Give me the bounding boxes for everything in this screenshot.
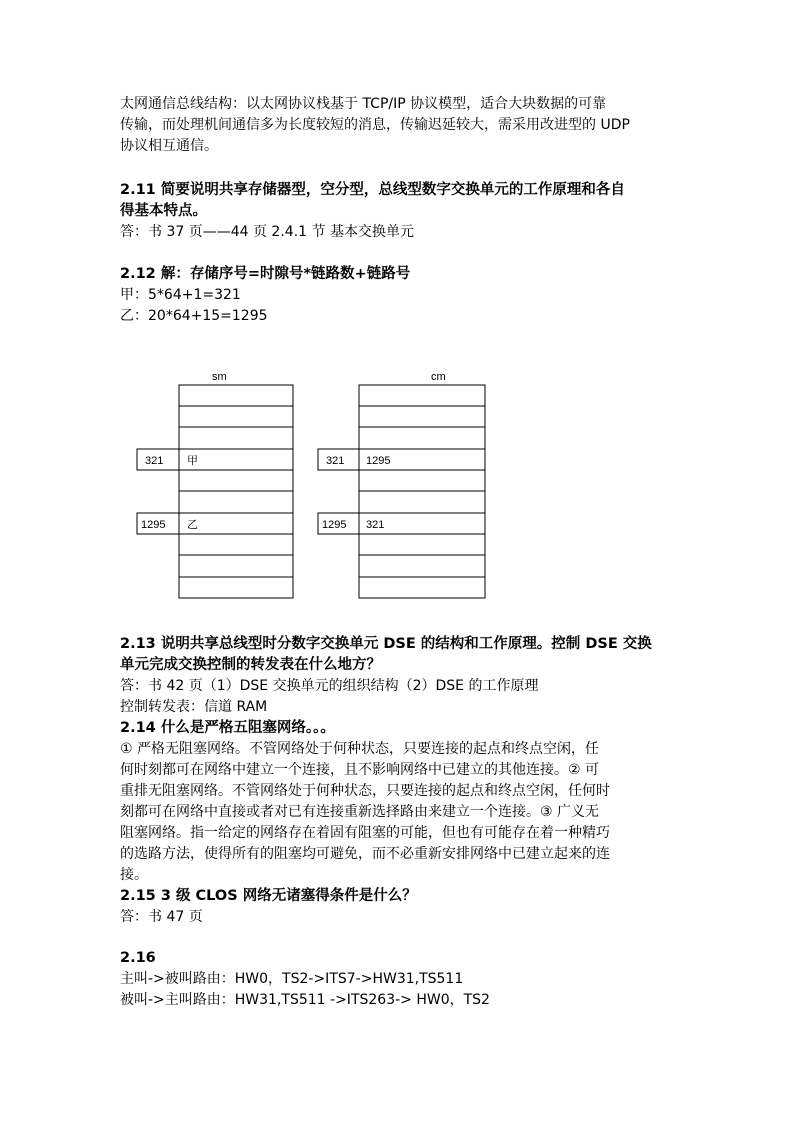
- answer-text: 答：书 42 页（1）DSE 交换单元的组织结构（2）DSE 的工作原理: [120, 678, 539, 694]
- intro-paragraph: [120, 94, 680, 157]
- question-title: 2.13 说明共享总线型时分数字交换单元 DSE 的结构和工作原理。控制 DSE 交换: [120, 636, 652, 652]
- question-title: 2.12 解：存储序号=时隙号*链路数+链路号: [120, 266, 411, 282]
- body-line: 接。: [120, 867, 148, 883]
- cm-index-1295: 1295: [322, 519, 347, 531]
- body-line: ① 严格无阻塞网络。不管网络处于何种状态，只要连接的起点和终点空闲，任: [120, 741, 599, 757]
- answer-text: 答：书 47 页: [120, 909, 203, 925]
- intro-line: 太网通信总线结构：以太网协议栈基于 TCP/IP 协议模型，适合大块数据的可靠: [120, 96, 607, 112]
- cm-cell-321: 321: [366, 519, 385, 531]
- calc-line: 甲：5*64+1=321: [120, 287, 241, 303]
- question-2-15: [120, 886, 680, 928]
- sm-memory-table: [179, 385, 293, 598]
- cm-label: cm: [431, 371, 446, 383]
- cm-memory-table: [359, 385, 485, 598]
- intro-line: 传输，而处理机间通信多为长度较短的消息，传输迟延较大，需采用改进型的 UDP: [120, 117, 630, 133]
- sm-label: sm: [212, 371, 227, 383]
- question-title: 2.16: [120, 950, 156, 966]
- sm-index-1295: 1295: [141, 519, 166, 531]
- body-line: 的选路方法，使得所有的阻塞均可避免，而不必重新安排网络中已建立起来的连: [120, 846, 610, 862]
- question-2-16: [120, 948, 680, 1011]
- question-title: 2.15 3 级 CLOS 网络无诸塞得条件是什么？: [120, 888, 417, 904]
- question-2-13: [120, 634, 680, 718]
- route-line: 被叫->主叫路由：HW31,TS511 ->ITS263-> HW0，TS2: [120, 992, 490, 1008]
- question-title: 得基本特点。: [120, 203, 207, 219]
- body-line: 重排无阻塞网络。不管网络处于何种状态，只要连接的起点和终点空闲，任何时: [120, 783, 610, 799]
- calc-line: 乙：20*64+15=1295: [120, 308, 268, 324]
- intro-line: 协议相互通信。: [120, 138, 218, 154]
- question-title: 2.14 什么是严格五阻塞网络。。。: [120, 720, 335, 736]
- question-2-12: [120, 264, 680, 327]
- body-line: 阻塞网络。指一给定的网络存在着固有阻塞的可能，但也有可能存在着一种精巧: [120, 825, 610, 841]
- cm-index-321: 321: [326, 455, 345, 467]
- question-2-11: [120, 180, 680, 243]
- body-line: 何时刻都可在网络中建立一个连接，且不影响网络中已建立的其他连接。② 可: [120, 762, 599, 778]
- sm-cell-jia: 甲: [187, 455, 198, 467]
- question-2-14: [120, 718, 680, 886]
- question-title: 单元完成交换控制的转发表在什么地方？: [120, 657, 381, 673]
- sm-index-321: 321: [145, 455, 164, 467]
- route-line: 主叫->被叫路由：HW0，TS2->ITS7->HW31,TS511: [120, 971, 464, 987]
- question-title: 2.11 简要说明共享存储器型，空分型，总线型数字交换单元的工作原理和各自: [120, 182, 625, 198]
- memory-diagram: [0, 365, 794, 605]
- answer-text: 控制转发表：信道 RAM: [120, 699, 268, 715]
- body-line: 刻都可在网络中直接或者对已有连接重新选择路由来建立一个连接。③ 广义无: [120, 804, 599, 820]
- answer-text: 答：书 37 页——44 页 2.4.1 节 基本交换单元: [120, 224, 414, 240]
- sm-cell-yi: 乙: [187, 519, 198, 531]
- cm-cell-1295: 1295: [366, 455, 391, 467]
